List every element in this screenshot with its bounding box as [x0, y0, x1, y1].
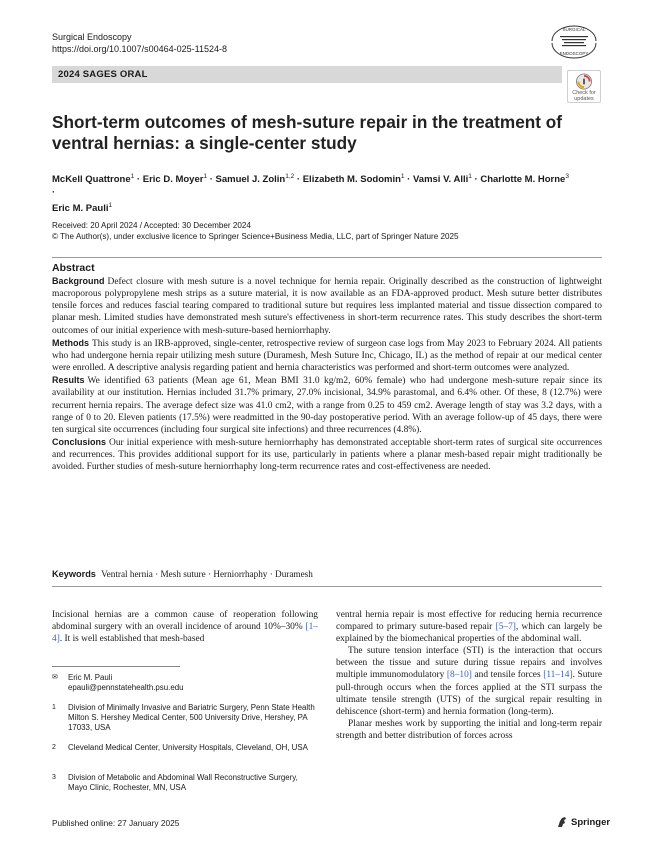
corresponding-name: Eric M. Pauli	[68, 673, 113, 682]
keywords-label: Keywords	[52, 569, 96, 579]
citation-link[interactable]: [5–7]	[495, 622, 516, 633]
springer-horse-icon	[556, 816, 568, 828]
abstract-conclusions: Conclusions Our initial experience with mesh-suture herniorrhaphy has demonstrated acceptable short-term rates of surgical site occurrences and recurrences. This provides additional support for its use, particularly in patients where a planar mesh-based repair might traditionally be avoided. Further studies of mesh-suture herniorrhaphy long-term recurrence rates and cost-effectiveness are needed.	[52, 437, 602, 473]
published-online: Published online: 27 January 2025	[52, 818, 180, 828]
keywords-text: Ventral hernia · Mesh suture · Herniorrhaphy · Duramesh	[101, 569, 313, 579]
affiliation-3: 3 Division of Metabolic and Abdominal Wall Reconstructive Surgery, Mayo Clinic, Rochester, MN, USA	[52, 773, 298, 793]
abstract-methods: Methods This study is an IRB-approved, single-center, retrospective review of surgeon case logs from May 2023 to February 2024. All patients who had undergone hernia repair utilizing mesh suture (Duramesh, Mesh Suture Inc, Chicago, IL) as the method of repair at our medical center were enrolled. A descriptive analysis regarding patient and hernia characteristics was performed and short-term outcomes were analyzed.	[52, 337, 602, 374]
received-accepted: Received: 20 April 2024 / Accepted: 30 December 2024	[52, 221, 251, 230]
envelope-icon: ✉	[52, 674, 58, 681]
publisher-name: Springer	[571, 816, 611, 828]
author-list: McKell Quattrone$^1$ · Eric D. Moyer$^1$ · Samuel J. Zolin$^{1,2}$ · Elizabeth M. Sodomin$^1$ · Vamsi V. Alli$^1$ · Charlotte M. Horne$^3$ · Eric M. Pauli$^1$	[52, 173, 569, 215]
abstract-title: Abstract	[52, 262, 95, 274]
body-paragraph: Planar meshes work by supporting the initial and long-term repair strength and better distribution of forces across	[336, 718, 602, 741]
citation-link[interactable]: [8–10]	[446, 670, 472, 681]
abstract-background: Background Defect closure with mesh suture is a novel technique for hernia repair. Originally described as the construction of lightweight macroporous polypropylene mesh strips as a suture material, it is now available as an FDA-approved product. Mesh suture better distributes tensile forces and reduces fascial tearing compared to traditional suture but requires less implanted material and tissue dissection compared to planar mesh. Limited studies have demonstrated mesh suture's effectiveness in short-term recurrence rates. This study describes the short-term outcomes of our initial experience with mesh-suture-based herniorrhaphy.	[52, 276, 602, 336]
citation-link[interactable]: [11–14]	[543, 670, 573, 681]
abstract-bottom-rule	[52, 586, 602, 587]
keywords	[52, 569, 313, 579]
author[interactable]: Elizabeth M. Sodomin$^1$	[302, 173, 405, 186]
section-label: 2024 SAGES ORAL	[52, 66, 562, 83]
author[interactable]: Charlotte M. Horne$^3$	[480, 173, 569, 186]
article-title: Short-term outcomes of mesh-suture repair in the treatment of ventral hernias: a single-center study	[52, 112, 562, 153]
logo-top-text: SURGICAL	[562, 27, 586, 32]
doi-link[interactable]: https://doi.org/10.1007/s00464-025-11524-8	[52, 44, 227, 54]
journal-name: Surgical Endoscopy	[52, 32, 132, 42]
abstract-body	[52, 275, 602, 474]
logo-bottom-text: ENDOSCOPY	[559, 51, 589, 56]
check-for-updates-button[interactable]	[567, 70, 601, 103]
citation-link[interactable]: [1–4]	[52, 622, 318, 645]
check-updates-line1: Check for	[572, 90, 596, 96]
author[interactable]: Eric M. Pauli$^1$	[52, 202, 113, 215]
body-paragraph: The suture tension interface (STI) is the interaction that occurs between the tissue and suture during tissue repairs and involves multiple immunomodulatory [8–10] and tensile forces [11–14]. Suture pull-through occurs when the forces applied at the STI surpass the ultimate tensile strength (UTS) of the surgical repair resulting in dehiscence (short-term) and hernia formation (long-term).	[336, 646, 602, 717]
body-paragraph: ventral hernia repair is most effective for reducing hernia recurrence compared to primary suture-based repair [5–7], which can largely be explained by the biomechanical properties of the abdominal wall.	[336, 610, 602, 645]
author[interactable]: Samuel J. Zolin$^{1,2}$	[215, 173, 295, 186]
affiliation-1: 1 Division of Minimally Invasive and Bariatric Surgery, Penn State Health Milton S. Hershey Medical Center, 500 University Drive, Hershey, PA 17033, USA	[52, 703, 315, 733]
footnote-rule	[52, 666, 180, 667]
affiliation-2: 2 Cleveland Medical Center, University Hospitals, Cleveland, OH, USA	[52, 743, 308, 752]
springer-logo	[556, 816, 610, 828]
author[interactable]: McKell Quattrone$^1$	[52, 173, 135, 186]
abstract-results: Results We identified 63 patients (Mean age 61, Mean BMI 31.0 kg/m2, 60% female) who had undergone mesh-suture repair since its availability at our institution. Hernias included 31.7% primary, 27.0% incisional, 34.9% parastomal, and 6.4% other. Of these, 8 (12.7%) were recurrent hernia repairs. The average defect size was 41.0 cm2, with a range from 0.25 to 459 cm2. Average length of stay was 3.2 days, with a range of 0 to 20. Eleven patients (17.5%) were readmitted in the 90-day postoperative period. With an average follow-up of 45 days, there were ten surgical site occurrences (including four surgical site infections) and three recurrences (4.8%).	[52, 375, 602, 435]
journal-logo	[546, 22, 602, 60]
journal-header	[52, 31, 227, 55]
article-dates	[52, 220, 458, 242]
check-updates-line2: updates	[574, 96, 594, 102]
author[interactable]: Eric D. Moyer$^1$	[142, 173, 208, 186]
abstract-top-rule	[52, 257, 602, 258]
copyright: © The Author(s), under exclusive licence to Springer Science+Business Media, LLC, part of Springer Nature 2025	[52, 232, 459, 241]
corresponding-email[interactable]: epauli@pennstatehealth.psu.edu	[68, 683, 184, 693]
journal-logo-icon	[546, 22, 602, 60]
body-left-column: Incisional hernias are a common cause of reoperation following abdominal surgery with an overall incidence of around 10%–30% [1–4]. It is well established that mesh-based	[52, 610, 318, 645]
body-right-column	[336, 609, 602, 742]
author[interactable]: Vamsi V. Alli$^1$	[412, 173, 472, 186]
check-updates-icon	[575, 73, 593, 90]
